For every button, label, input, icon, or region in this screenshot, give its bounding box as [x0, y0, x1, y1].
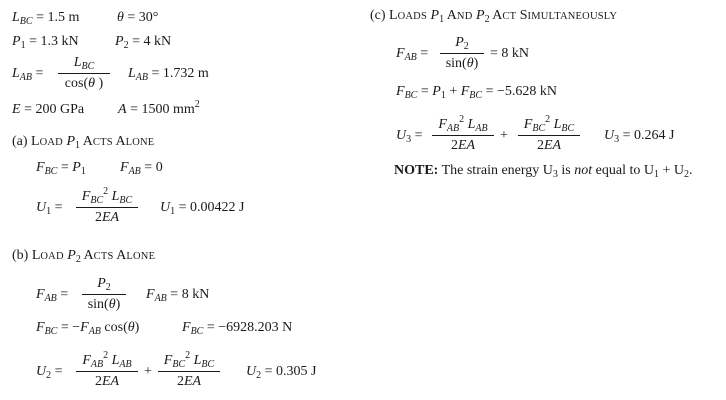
note-sub-2: 2 [684, 169, 689, 180]
part-b-fab-result: $F_{AB} = 8$ kN [146, 287, 210, 304]
part-c-fbc-eq: $F_{BC} = P_1 + F_{BC} = -5.628$ kN [396, 84, 557, 101]
given-a: A = 1500 $mm^2$ [118, 99, 200, 117]
part-b-u2-result: $U_2 = 0.305$ J [246, 364, 317, 381]
part-b-fbc-eq: $F_{BC} = -F_{AB}$ cos(θ) [36, 320, 140, 337]
part-b-word-acts-rest: CTS [93, 251, 114, 262]
part-a-u1-fraction: $F_{BC}^2$ $L_{BC}$ 2EA [76, 187, 138, 228]
part-b-fab-value: 8 kN [181, 287, 210, 302]
part-b-fbc-value: −6928.203 N [218, 320, 293, 335]
part-c-u3-result: $U_3 = 0.264$ J [604, 128, 675, 145]
part-c-fab-value: 8 kN [501, 46, 530, 61]
part-a-heading [12, 132, 154, 152]
part-c-tag: (c) [370, 8, 386, 23]
part-a-word-p: P [66, 134, 76, 149]
part-a-word-p-sub: 1 [75, 140, 81, 151]
part-c-fab-result: = 8 kN [490, 46, 530, 61]
part-c-word-p1: P [430, 8, 440, 23]
lab-result-value: 1.732 m [162, 66, 209, 81]
note-text-5: . [689, 163, 693, 178]
part-c-fab-fraction: $P_2$ sin(θ) [440, 33, 484, 74]
part-b-fab-fraction: $P_2$ sin(θ) [82, 274, 126, 315]
part-c-u3-fraction-bc: $F_{BC}^2$ $L_{BC}$ 2EA [518, 115, 580, 156]
note-text-4: + U [662, 163, 684, 178]
part-a-u1-lhs: $U_1$ = [36, 200, 63, 217]
given-lbc: $L_{BC} = 1.5$ m [12, 10, 80, 27]
part-c-word-loads-rest: OADS [397, 11, 427, 22]
part-c-word-simultaneously-cap: S [519, 8, 528, 23]
given-e: E = 200 GPa [12, 102, 85, 117]
given-p2-value: 4 kN [143, 34, 172, 49]
part-c-word-p2-sub: 2 [484, 14, 490, 25]
given-lbc-value: 1.5 m [47, 10, 80, 25]
part-b-word-p: P [67, 248, 76, 263]
part-a-word-alone-cap: A [115, 134, 126, 149]
part-b-u2-plus: + [144, 364, 152, 379]
note-text-3: equal to U [595, 163, 654, 178]
part-a-u1-result: $U_1 = 0.00422$ J [160, 200, 245, 217]
part-a-u1-value: 0.00422 J [190, 200, 245, 215]
part-a-word-acts-cap: A [82, 134, 93, 149]
part-b-word-load-rest: OAD [40, 251, 64, 262]
part-a-word-load-rest: OAD [39, 137, 63, 148]
part-a-word-load-cap: L [31, 134, 40, 149]
part-a-word-alone-rest: LONE [125, 137, 155, 148]
given-theta-value: 30° [138, 10, 159, 25]
part-b-u2-fraction-bc: $F_{BC}^2$ $L_{BC}$ 2EA [158, 351, 220, 392]
given-p2: $P_2 = 4$ kN [115, 34, 172, 51]
part-c-fbc-value: −5.628 kN [496, 84, 557, 99]
part-c-word-act-rest: CT [502, 11, 517, 22]
part-b-word-p-sub: 2 [75, 254, 81, 265]
part-b-word-acts-cap: A [83, 248, 94, 263]
part-c-u3-plus: + [500, 128, 508, 143]
part-b-fbc-result: $F_{BC} = -6928.203$ N [182, 320, 293, 337]
part-c-word-simultaneously-rest: IMULTANEOUSLY [527, 11, 618, 22]
part-b-fab-lhs: $F_{AB}$ = [36, 287, 69, 304]
given-a-value: 1500 mm [141, 102, 195, 117]
part-b-heading [12, 246, 155, 266]
part-c-word-loads-cap: L [389, 8, 398, 23]
part-c-note [394, 161, 693, 181]
note-sub-1: 1 [653, 169, 659, 180]
note-label: NOTE: [394, 163, 439, 178]
part-b-u2-lhs: $U_2$ = [36, 364, 63, 381]
part-a-fab-eq: $F_{AB} = 0$ [120, 160, 163, 177]
given-p1-value: 1.3 kN [40, 34, 79, 49]
part-b-word-alone-cap: A [116, 248, 127, 263]
part-a-fbc-eq: $F_{BC} = P_1$ [36, 160, 86, 177]
note-text-1: The strain energy U [441, 163, 553, 178]
given-theta: θ = 30° [117, 10, 159, 25]
lab-formula-lhs: $L_{AB}$ = [12, 66, 44, 83]
part-c-word-act-cap: A [492, 8, 503, 23]
part-c-word-and-cap: A [446, 8, 457, 23]
part-c-u3-value: 0.264 J [634, 128, 675, 143]
note-text-2: is [561, 163, 571, 178]
part-c-fab-lhs: $F_{AB}$ = [396, 46, 429, 63]
given-a-exponent: 2 [194, 99, 200, 110]
part-a-tag: (a) [12, 134, 28, 149]
part-c-u3-fraction-ab: $F_{AB}^2$ $L_{AB}$ 2EA [432, 115, 494, 156]
part-c-u3-lhs: $U_3$ = [396, 128, 423, 145]
part-c-word-p1-sub: 1 [439, 14, 445, 25]
part-a-word-acts-rest: CTS [92, 137, 113, 148]
part-b-u2-fraction-ab: $F_{AB}^2$ $L_{AB}$ 2EA [76, 351, 138, 392]
given-p1: $P_1 = 1.3$ kN [12, 34, 79, 51]
part-c-word-p2: P [476, 8, 485, 23]
part-b-tag: (b) [12, 248, 29, 263]
note-not: not [574, 163, 593, 178]
note-sub-3: 3 [552, 169, 558, 180]
part-b-word-load-cap: L [31, 248, 41, 263]
part-a-fab-value: 0 [155, 160, 163, 175]
part-b-word-alone-rest: LONE [126, 251, 156, 262]
given-e-value: 200 GPa [35, 102, 85, 117]
lab-formula-fraction: $L_{BC}$ cos(θ ) [58, 53, 110, 94]
part-c-word-and-rest: ND [456, 11, 473, 22]
part-b-u2-value: 0.305 J [276, 364, 317, 379]
lab-result: $L_{AB} = 1.732$ m [128, 66, 209, 83]
part-c-heading [370, 6, 617, 26]
